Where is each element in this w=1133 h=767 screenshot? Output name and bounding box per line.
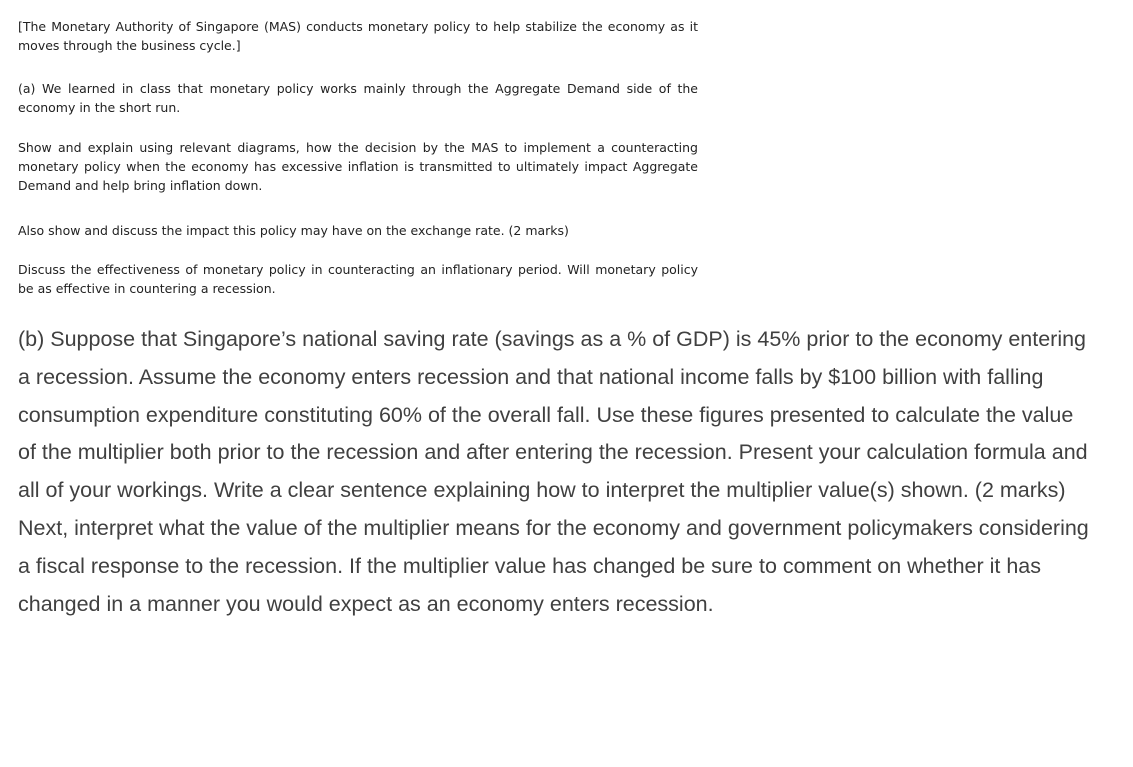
part-a-paragraph-4: Discuss the effectiveness of monetary policy in counteracting an inflationary period. Will monetary policy be as effective in countering a recession.	[18, 262, 698, 296]
intro-paragraph: [The Monetary Authority of Singapore (MAS) conducts monetary policy to help stabilize the economy as it moves through the business cycle.]	[18, 19, 698, 53]
part-a-paragraph-2: Show and explain using relevant diagrams, how the decision by the MAS to implement a counteracting monetary policy when the economy has excessive inflation is transmitted to ultimately impact Aggregate Demand and help bring inflation down.	[18, 140, 698, 193]
part-a-paragraph-1: (a) We learned in class that monetary policy works mainly through the Aggregate Demand side of the economy in the short run.	[18, 81, 698, 115]
part-b-paragraph: (b) Suppose that Singapore’s national saving rate (savings as a % of GDP) is 45% prior to the economy entering a recession. Assume the economy enters recession and that national income falls by $100 billion with falling consumption expenditure constituting 60% of the overall fall. Use these figures presented to calculate the value of the multiplier both prior to the recession and after entering the recession. Present your calculation formula and all of your workings. Write a clear sentence explaining how to interpret the multiplier value(s) shown. (2 marks) Next, interpret what the value of the multiplier means for the economy and government policymakers considering a fiscal response to the recession. If the multiplier value has changed be sure to comment on whether it has changed in a manner you would expect as an economy enters recession.	[18, 327, 1089, 616]
part-a-paragraph-3: Also show and discuss the impact this policy may have on the exchange rate. (2 marks)	[18, 223, 569, 238]
